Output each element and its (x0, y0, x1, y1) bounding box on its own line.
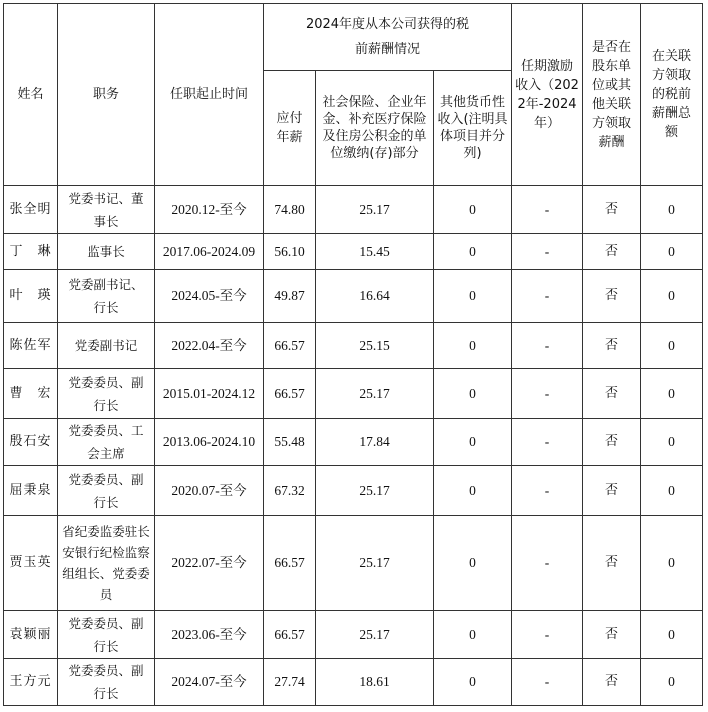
position-cell: 党委副书记、行长 (58, 270, 155, 323)
table-row (4, 516, 703, 611)
header-related-party-total: 在关联方领取的税前薪酬总额 (641, 4, 703, 186)
term-cell: 2013.06-2024.10 (155, 419, 264, 466)
position-cell: 党委委员、副行长 (58, 369, 155, 419)
related-total-cell: 0 (641, 369, 703, 419)
incentive-cell: - (512, 323, 583, 369)
position-cell: 党委委员、副行长 (58, 466, 155, 516)
other-income-cell: 0 (434, 186, 512, 234)
table-row (4, 234, 703, 270)
related-total-cell: 0 (641, 234, 703, 270)
shareholder-cell: 否 (583, 186, 641, 234)
incentive-cell: - (512, 270, 583, 323)
other-income-cell: 0 (434, 234, 512, 270)
table-row (4, 323, 703, 369)
incentive-cell: - (512, 234, 583, 270)
position-cell: 党委书记、董事长 (58, 186, 155, 234)
related-total-cell: 0 (641, 270, 703, 323)
salary-cell: 66.57 (264, 516, 316, 611)
social-cell: 17.84 (316, 419, 434, 466)
related-total-cell: 0 (641, 323, 703, 369)
other-income-cell: 0 (434, 611, 512, 659)
salary-cell: 56.10 (264, 234, 316, 270)
compensation-table (3, 3, 703, 706)
incentive-cell: - (512, 419, 583, 466)
social-cell: 18.61 (316, 659, 434, 706)
social-cell: 25.17 (316, 369, 434, 419)
name-cell: 张全明 (4, 186, 58, 234)
term-cell: 2017.06-2024.09 (155, 234, 264, 270)
header-payable-salary: 应付年薪 (264, 71, 316, 186)
name-cell: 陈佐军 (4, 323, 58, 369)
other-income-cell: 0 (434, 369, 512, 419)
salary-cell: 67.32 (264, 466, 316, 516)
term-cell: 2022.07-至今 (155, 516, 264, 611)
table-row (4, 659, 703, 706)
position-cell: 监事长 (58, 234, 155, 270)
name-cell: 叶 瑛 (4, 270, 58, 323)
header-2024-compensation-group: 2024年度从本公司获得的税前薪酬情况 (264, 4, 512, 71)
social-cell: 25.15 (316, 323, 434, 369)
shareholder-cell: 否 (583, 323, 641, 369)
other-income-cell: 0 (434, 323, 512, 369)
table-row (4, 419, 703, 466)
shareholder-cell: 否 (583, 270, 641, 323)
table-row (4, 611, 703, 659)
social-cell: 25.17 (316, 466, 434, 516)
header-term: 任职起止时间 (155, 4, 264, 186)
header-name: 姓名 (4, 4, 58, 186)
name-cell: 王方元 (4, 659, 58, 706)
term-cell: 2023.06-至今 (155, 611, 264, 659)
name-cell: 贾玉英 (4, 516, 58, 611)
name-cell: 屈秉泉 (4, 466, 58, 516)
salary-cell: 49.87 (264, 270, 316, 323)
related-total-cell: 0 (641, 419, 703, 466)
table-row (4, 466, 703, 516)
position-cell: 党委委员、副行长 (58, 659, 155, 706)
table-row (4, 186, 703, 234)
other-income-cell: 0 (434, 270, 512, 323)
salary-cell: 66.57 (264, 323, 316, 369)
related-total-cell: 0 (641, 186, 703, 234)
shareholder-cell: 否 (583, 234, 641, 270)
social-cell: 15.45 (316, 234, 434, 270)
incentive-cell: - (512, 186, 583, 234)
incentive-cell: - (512, 659, 583, 706)
shareholder-cell: 否 (583, 419, 641, 466)
name-cell: 袁颖丽 (4, 611, 58, 659)
related-total-cell: 0 (641, 516, 703, 611)
shareholder-cell: 否 (583, 516, 641, 611)
term-cell: 2020.12-至今 (155, 186, 264, 234)
name-cell: 曹 宏 (4, 369, 58, 419)
header-other-income: 其他货币性收入(注明具体项目并分列) (434, 71, 512, 186)
social-cell: 16.64 (316, 270, 434, 323)
name-cell: 丁 琳 (4, 234, 58, 270)
header-shareholder-paid: 是否在股东单位或其他关联方领取薪酬 (583, 4, 641, 186)
header-social-insurance: 社会保险、企业年金、补充医疗保险及住房公积金的单位缴纳(存)部分 (316, 71, 434, 186)
other-income-cell: 0 (434, 516, 512, 611)
term-cell: 2024.05-至今 (155, 270, 264, 323)
incentive-cell: - (512, 466, 583, 516)
related-total-cell: 0 (641, 466, 703, 516)
table-row (4, 270, 703, 323)
incentive-cell: - (512, 611, 583, 659)
salary-cell: 66.57 (264, 611, 316, 659)
social-cell: 25.17 (316, 186, 434, 234)
term-cell: 2024.07-至今 (155, 659, 264, 706)
shareholder-cell: 否 (583, 611, 641, 659)
table-row (4, 369, 703, 419)
other-income-cell: 0 (434, 419, 512, 466)
shareholder-cell: 否 (583, 659, 641, 706)
other-income-cell: 0 (434, 466, 512, 516)
term-cell: 2022.04-至今 (155, 323, 264, 369)
salary-cell: 27.74 (264, 659, 316, 706)
term-cell: 2015.01-2024.12 (155, 369, 264, 419)
term-cell: 2020.07-至今 (155, 466, 264, 516)
incentive-cell: - (512, 369, 583, 419)
shareholder-cell: 否 (583, 369, 641, 419)
social-cell: 25.17 (316, 516, 434, 611)
incentive-cell: - (512, 516, 583, 611)
salary-cell: 66.57 (264, 369, 316, 419)
position-cell: 党委委员、工会主席 (58, 419, 155, 466)
other-income-cell: 0 (434, 659, 512, 706)
shareholder-cell: 否 (583, 466, 641, 516)
header-position: 职务 (58, 4, 155, 186)
salary-cell: 55.48 (264, 419, 316, 466)
salary-cell: 74.80 (264, 186, 316, 234)
position-cell: 省纪委监委驻长安银行纪检监察组组长、党委委员 (58, 516, 155, 611)
position-cell: 党委副书记 (58, 323, 155, 369)
related-total-cell: 0 (641, 659, 703, 706)
social-cell: 25.17 (316, 611, 434, 659)
header-tenure-incentive: 任期激励收入（2022年-2024年） (512, 4, 583, 186)
related-total-cell: 0 (641, 611, 703, 659)
name-cell: 殷石安 (4, 419, 58, 466)
position-cell: 党委委员、副行长 (58, 611, 155, 659)
